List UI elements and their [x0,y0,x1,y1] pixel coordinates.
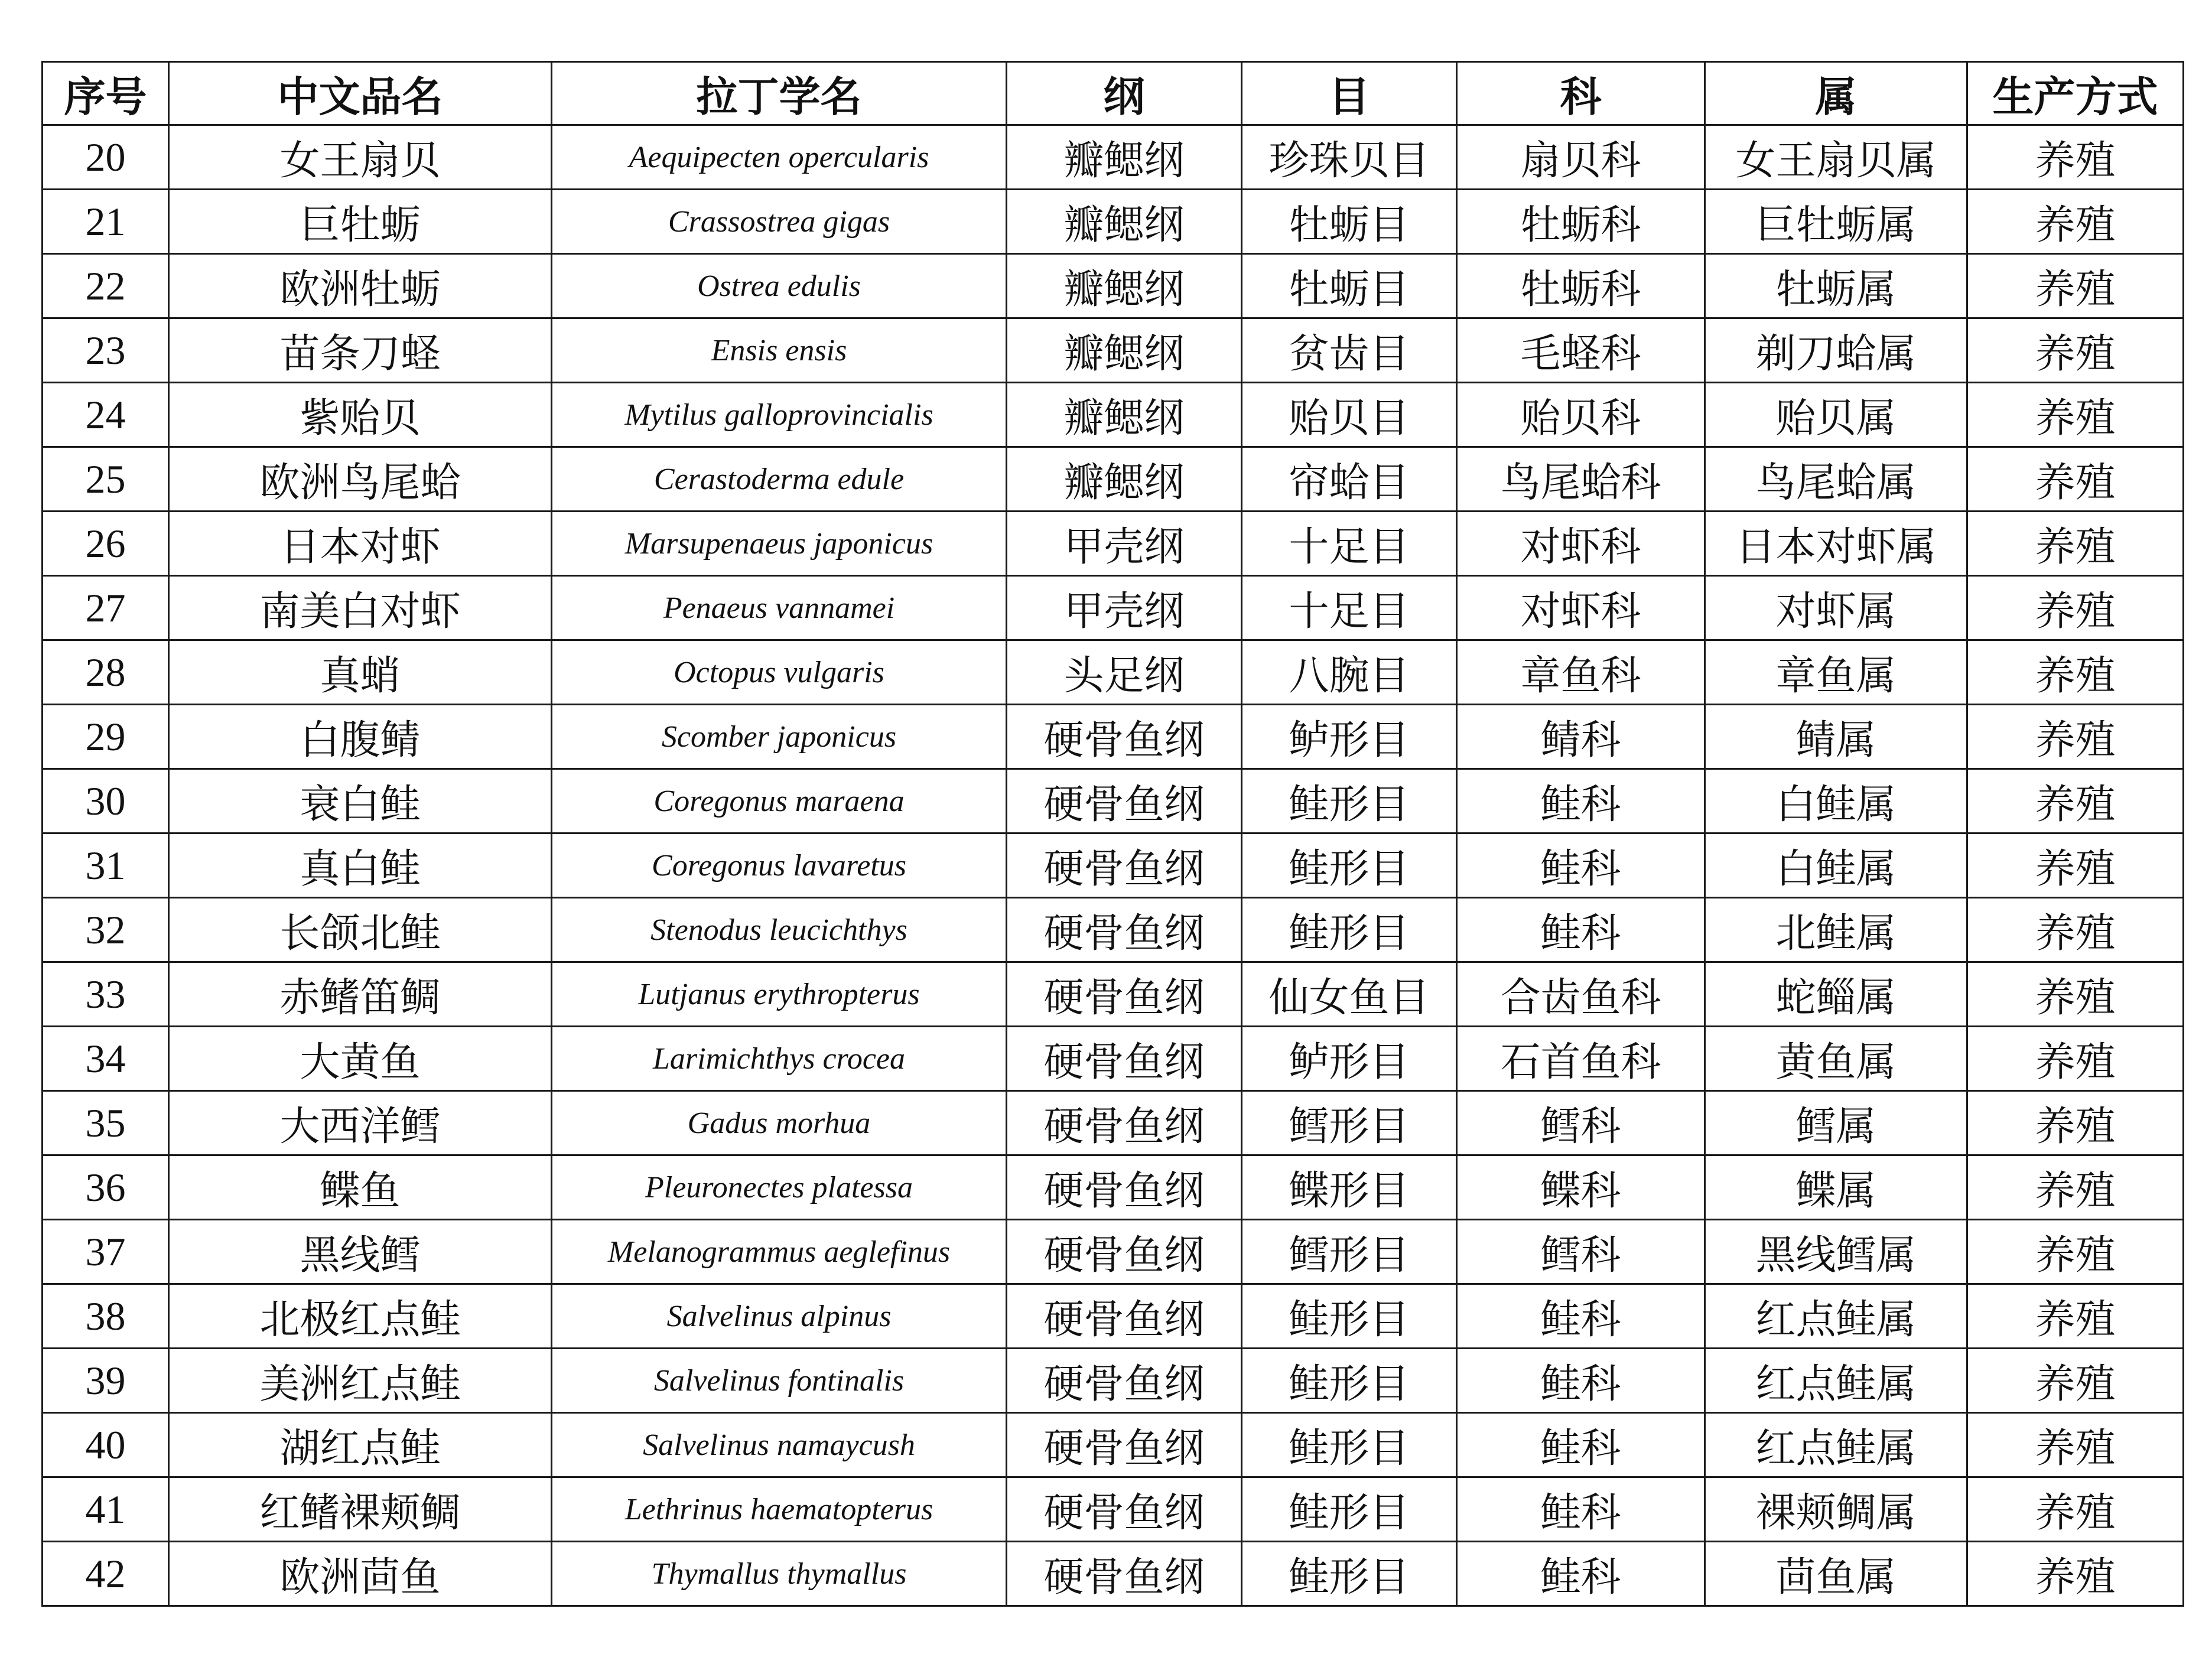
cell-latin-name: Penaeus vannamei [552,576,1007,640]
table-row [43,1542,2184,1606]
cell-latin-name: Salvelinus fontinalis [552,1349,1007,1413]
table-row [43,1349,2184,1413]
cell-order: 牡蛎目 [1242,254,1457,318]
cell-latin-name: Cerastoderma edule [552,447,1007,512]
cell-chinese-name: 红鳍裸颊鲷 [169,1477,552,1542]
cell-genus: 贻贝属 [1705,383,1967,447]
cell-class: 硬骨鱼纲 [1007,898,1242,962]
cell-production-method: 养殖 [1967,1091,2184,1155]
cell-order: 十足目 [1242,576,1457,640]
cell-serial-number: 38 [43,1284,169,1349]
table-row [43,1477,2184,1542]
cell-class: 硬骨鱼纲 [1007,1027,1242,1091]
cell-family: 鳕科 [1457,1091,1705,1155]
cell-class: 硬骨鱼纲 [1007,833,1242,898]
cell-production-method: 养殖 [1967,383,2184,447]
table-row [43,898,2184,962]
cell-order: 鲈形目 [1242,1027,1457,1091]
cell-latin-name: Octopus vulgaris [552,640,1007,705]
cell-class: 瓣鳃纲 [1007,447,1242,512]
cell-genus: 牡蛎属 [1705,254,1967,318]
cell-class: 硬骨鱼纲 [1007,1220,1242,1284]
table-row [43,640,2184,705]
table-row [43,769,2184,833]
table-row [43,190,2184,254]
cell-order: 贻贝目 [1242,383,1457,447]
cell-production-method: 养殖 [1967,125,2184,190]
cell-family: 鳕科 [1457,1220,1705,1284]
cell-family: 鲑科 [1457,1349,1705,1413]
cell-order: 八腕目 [1242,640,1457,705]
cell-family: 章鱼科 [1457,640,1705,705]
cell-serial-number: 21 [43,190,169,254]
cell-family: 鲑科 [1457,1413,1705,1477]
cell-genus: 巨牡蛎属 [1705,190,1967,254]
table-row [43,1027,2184,1091]
cell-latin-name: Coregonus maraena [552,769,1007,833]
cell-chinese-name: 湖红点鲑 [169,1413,552,1477]
table-row [43,705,2184,769]
cell-chinese-name: 北极红点鲑 [169,1284,552,1349]
table-row [43,833,2184,898]
cell-latin-name: Scomber japonicus [552,705,1007,769]
cell-serial-number: 28 [43,640,169,705]
cell-class: 硬骨鱼纲 [1007,769,1242,833]
cell-family: 石首鱼科 [1457,1027,1705,1091]
cell-genus: 蛇鲻属 [1705,962,1967,1027]
cell-serial-number: 27 [43,576,169,640]
cell-genus: 女王扇贝属 [1705,125,1967,190]
cell-class: 硬骨鱼纲 [1007,1349,1242,1413]
cell-class: 甲壳纲 [1007,576,1242,640]
table-body [43,125,2184,1606]
cell-chinese-name: 真白鲑 [169,833,552,898]
table-row [43,447,2184,512]
header-latin-name: 拉丁学名 [552,62,1007,125]
cell-production-method: 养殖 [1967,1220,2184,1284]
cell-class: 瓣鳃纲 [1007,190,1242,254]
cell-latin-name: Salvelinus namaycush [552,1413,1007,1477]
species-table [41,61,2184,1607]
cell-family: 牡蛎科 [1457,254,1705,318]
cell-latin-name: Melanogrammus aeglefinus [552,1220,1007,1284]
cell-order: 鲈形目 [1242,705,1457,769]
table-row [43,1413,2184,1477]
cell-order: 鲑形目 [1242,833,1457,898]
cell-family: 对虾科 [1457,576,1705,640]
cell-chinese-name: 欧洲鸟尾蛤 [169,447,552,512]
cell-production-method: 养殖 [1967,254,2184,318]
cell-serial-number: 33 [43,962,169,1027]
table-row [43,512,2184,576]
table-row [43,125,2184,190]
cell-class: 甲壳纲 [1007,512,1242,576]
cell-genus: 白鲑属 [1705,769,1967,833]
cell-class: 头足纲 [1007,640,1242,705]
cell-family: 牡蛎科 [1457,190,1705,254]
cell-class: 硬骨鱼纲 [1007,962,1242,1027]
cell-order: 珍珠贝目 [1242,125,1457,190]
cell-genus: 日本对虾属 [1705,512,1967,576]
cell-latin-name: Lethrinus haematopterus [552,1477,1007,1542]
cell-production-method: 养殖 [1967,1284,2184,1349]
cell-production-method: 养殖 [1967,1349,2184,1413]
table-row [43,254,2184,318]
cell-family: 毛蛏科 [1457,318,1705,383]
cell-serial-number: 20 [43,125,169,190]
cell-production-method: 养殖 [1967,190,2184,254]
cell-order: 仙女鱼目 [1242,962,1457,1027]
cell-production-method: 养殖 [1967,1155,2184,1220]
cell-family: 鲑科 [1457,769,1705,833]
cell-serial-number: 25 [43,447,169,512]
cell-class: 硬骨鱼纲 [1007,1413,1242,1477]
cell-latin-name: Pleuronectes platessa [552,1155,1007,1220]
cell-chinese-name: 欧洲茴鱼 [169,1542,552,1606]
cell-order: 贫齿目 [1242,318,1457,383]
cell-family: 鲑科 [1457,1542,1705,1606]
cell-order: 鲽形目 [1242,1155,1457,1220]
cell-genus: 红点鲑属 [1705,1413,1967,1477]
cell-chinese-name: 女王扇贝 [169,125,552,190]
cell-latin-name: Marsupenaeus japonicus [552,512,1007,576]
cell-chinese-name: 真蛸 [169,640,552,705]
cell-production-method: 养殖 [1967,1027,2184,1091]
cell-chinese-name: 紫贻贝 [169,383,552,447]
cell-production-method: 养殖 [1967,898,2184,962]
cell-chinese-name: 南美白对虾 [169,576,552,640]
cell-latin-name: Lutjanus erythropterus [552,962,1007,1027]
cell-family: 鲑科 [1457,1284,1705,1349]
cell-serial-number: 30 [43,769,169,833]
header-chinese-name: 中文品名 [169,62,552,125]
cell-genus: 章鱼属 [1705,640,1967,705]
cell-serial-number: 31 [43,833,169,898]
cell-family: 扇贝科 [1457,125,1705,190]
cell-chinese-name: 大黄鱼 [169,1027,552,1091]
cell-family: 鲑科 [1457,898,1705,962]
cell-order: 鲑形目 [1242,1284,1457,1349]
cell-latin-name: Stenodus leucichthys [552,898,1007,962]
cell-chinese-name: 衰白鲑 [169,769,552,833]
cell-chinese-name: 鲽鱼 [169,1155,552,1220]
cell-family: 合齿鱼科 [1457,962,1705,1027]
cell-production-method: 养殖 [1967,576,2184,640]
header-class: 纲 [1007,62,1242,125]
cell-order: 牡蛎目 [1242,190,1457,254]
cell-chinese-name: 赤鳍笛鲷 [169,962,552,1027]
cell-latin-name: Coregonus lavaretus [552,833,1007,898]
table-row [43,1091,2184,1155]
cell-family: 鸟尾蛤科 [1457,447,1705,512]
cell-genus: 黑线鳕属 [1705,1220,1967,1284]
cell-chinese-name: 巨牡蛎 [169,190,552,254]
table-row [43,576,2184,640]
cell-serial-number: 40 [43,1413,169,1477]
cell-serial-number: 35 [43,1091,169,1155]
cell-class: 瓣鳃纲 [1007,254,1242,318]
cell-production-method: 养殖 [1967,833,2184,898]
cell-chinese-name: 长颌北鲑 [169,898,552,962]
header-order: 目 [1242,62,1457,125]
cell-serial-number: 22 [43,254,169,318]
cell-genus: 鲭属 [1705,705,1967,769]
cell-latin-name: Mytilus galloprovincialis [552,383,1007,447]
cell-genus: 北鲑属 [1705,898,1967,962]
cell-serial-number: 32 [43,898,169,962]
cell-order: 鳕形目 [1242,1220,1457,1284]
cell-latin-name: Salvelinus alpinus [552,1284,1007,1349]
cell-family: 鲽科 [1457,1155,1705,1220]
cell-genus: 黄鱼属 [1705,1027,1967,1091]
cell-order: 鲑形目 [1242,898,1457,962]
cell-genus: 鸟尾蛤属 [1705,447,1967,512]
cell-class: 硬骨鱼纲 [1007,1477,1242,1542]
cell-genus: 剃刀蛤属 [1705,318,1967,383]
cell-production-method: 养殖 [1967,512,2184,576]
cell-latin-name: Larimichthys crocea [552,1027,1007,1091]
cell-order: 鳕形目 [1242,1091,1457,1155]
cell-genus: 红点鲑属 [1705,1284,1967,1349]
header-serial-number: 序号 [43,62,169,125]
cell-serial-number: 23 [43,318,169,383]
table-row [43,318,2184,383]
cell-class: 硬骨鱼纲 [1007,1091,1242,1155]
cell-order: 帘蛤目 [1242,447,1457,512]
cell-production-method: 养殖 [1967,1413,2184,1477]
cell-class: 硬骨鱼纲 [1007,1542,1242,1606]
cell-production-method: 养殖 [1967,705,2184,769]
cell-class: 瓣鳃纲 [1007,318,1242,383]
cell-serial-number: 36 [43,1155,169,1220]
cell-serial-number: 24 [43,383,169,447]
cell-class: 硬骨鱼纲 [1007,705,1242,769]
cell-production-method: 养殖 [1967,962,2184,1027]
cell-family: 对虾科 [1457,512,1705,576]
cell-chinese-name: 黑线鳕 [169,1220,552,1284]
cell-latin-name: Ensis ensis [552,318,1007,383]
cell-family: 鲑科 [1457,833,1705,898]
cell-serial-number: 29 [43,705,169,769]
cell-serial-number: 34 [43,1027,169,1091]
cell-latin-name: Gadus morhua [552,1091,1007,1155]
table-row [43,1155,2184,1220]
cell-order: 鲑形目 [1242,1413,1457,1477]
cell-genus: 对虾属 [1705,576,1967,640]
table-row [43,1284,2184,1349]
cell-production-method: 养殖 [1967,1477,2184,1542]
header-production-method: 生产方式 [1967,62,2184,125]
cell-family: 贻贝科 [1457,383,1705,447]
cell-latin-name: Aequipecten opercularis [552,125,1007,190]
cell-order: 鲑形目 [1242,1477,1457,1542]
cell-latin-name: Ostrea edulis [552,254,1007,318]
cell-order: 鲑形目 [1242,769,1457,833]
cell-genus: 红点鲑属 [1705,1349,1967,1413]
cell-genus: 裸颊鲷属 [1705,1477,1967,1542]
cell-production-method: 养殖 [1967,318,2184,383]
cell-production-method: 养殖 [1967,1542,2184,1606]
cell-serial-number: 37 [43,1220,169,1284]
table-row [43,383,2184,447]
cell-chinese-name: 大西洋鳕 [169,1091,552,1155]
header-row [43,62,2184,125]
cell-production-method: 养殖 [1967,769,2184,833]
table-row [43,962,2184,1027]
cell-serial-number: 26 [43,512,169,576]
cell-class: 硬骨鱼纲 [1007,1155,1242,1220]
cell-genus: 鳕属 [1705,1091,1967,1155]
cell-order: 鲑形目 [1242,1542,1457,1606]
cell-class: 硬骨鱼纲 [1007,1284,1242,1349]
cell-order: 鲑形目 [1242,1349,1457,1413]
table-row [43,1220,2184,1284]
cell-class: 瓣鳃纲 [1007,383,1242,447]
cell-chinese-name: 苗条刀蛏 [169,318,552,383]
cell-chinese-name: 日本对虾 [169,512,552,576]
cell-family: 鲑科 [1457,1477,1705,1542]
cell-genus: 鲽属 [1705,1155,1967,1220]
cell-serial-number: 42 [43,1542,169,1606]
cell-chinese-name: 美洲红点鲑 [169,1349,552,1413]
header-genus: 属 [1705,62,1967,125]
header-family: 科 [1457,62,1705,125]
cell-family: 鲭科 [1457,705,1705,769]
cell-chinese-name: 白腹鲭 [169,705,552,769]
cell-serial-number: 39 [43,1349,169,1413]
cell-production-method: 养殖 [1967,447,2184,512]
cell-class: 瓣鳃纲 [1007,125,1242,190]
cell-serial-number: 41 [43,1477,169,1542]
cell-chinese-name: 欧洲牡蛎 [169,254,552,318]
cell-genus: 白鲑属 [1705,833,1967,898]
cell-latin-name: Thymallus thymallus [552,1542,1007,1606]
cell-latin-name: Crassostrea gigas [552,190,1007,254]
cell-production-method: 养殖 [1967,640,2184,705]
cell-order: 十足目 [1242,512,1457,576]
cell-genus: 茴鱼属 [1705,1542,1967,1606]
